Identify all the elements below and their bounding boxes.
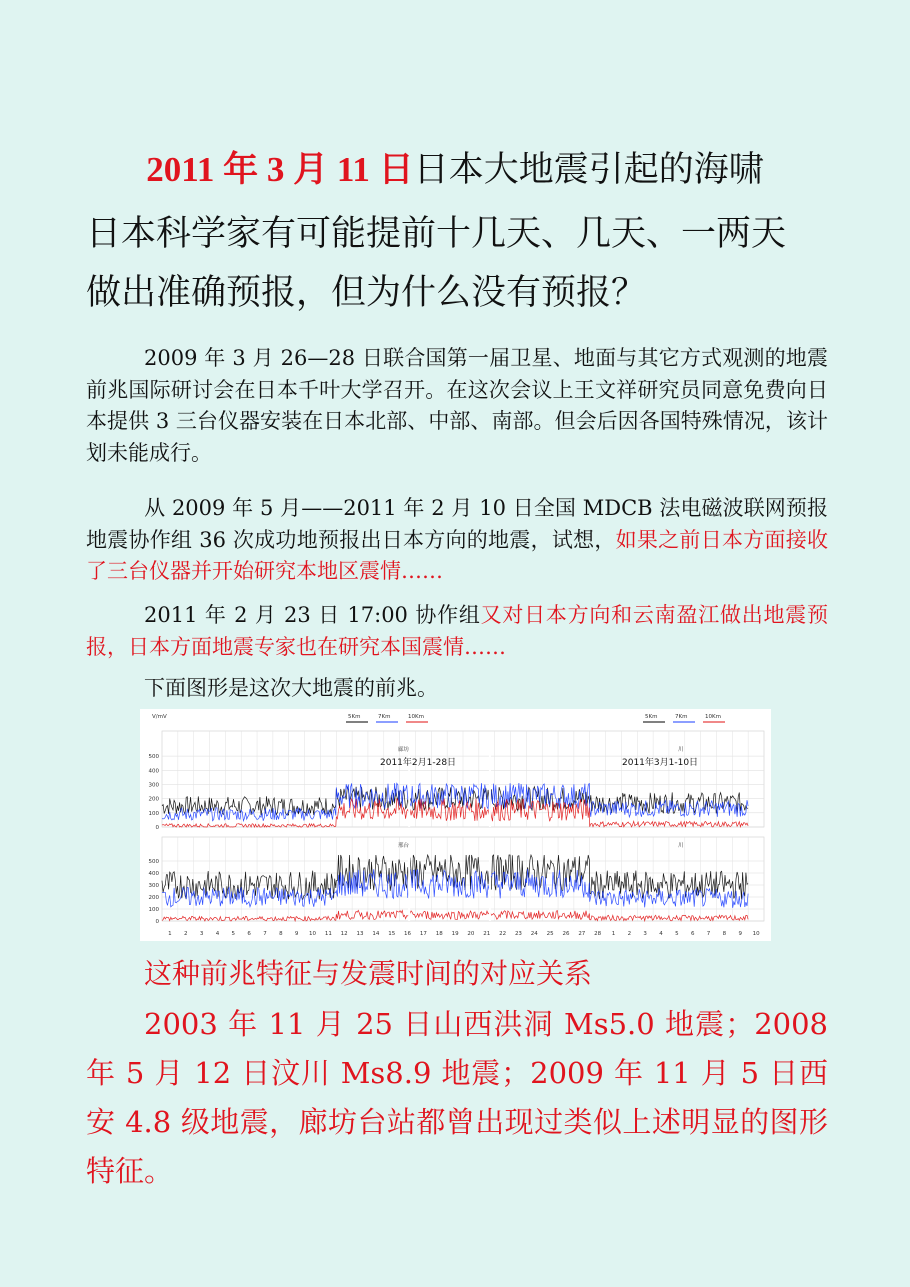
x-tick-label: 4 — [659, 931, 663, 937]
legend-label: 10Km — [705, 714, 721, 720]
x-tick-label: 5 — [231, 931, 236, 937]
legend-label: 5Km — [645, 714, 658, 720]
chart-labels — [149, 714, 761, 937]
legend-label: 7Km — [378, 714, 391, 720]
x-tick-label: 3 — [199, 931, 204, 937]
x-tick-label: 4 — [215, 931, 220, 937]
legend-label: 5Km — [348, 714, 361, 720]
x-tick-label: 8 — [279, 931, 283, 937]
x-tick-label: 28 — [594, 931, 602, 937]
x-tick-label: 27 — [578, 931, 586, 937]
x-tick-label: 7 — [706, 931, 711, 937]
x-tick-label: 5 — [675, 931, 679, 937]
y-tick-label: 200 — [148, 796, 159, 803]
x-tick-label: 15 — [388, 931, 396, 937]
title-line-1 — [0, 150, 910, 190]
x-tick-label: 14 — [372, 931, 380, 937]
y-tick-label: 0 — [155, 825, 159, 831]
y-tick-label: 400 — [148, 871, 159, 877]
x-tick-label: 2 — [184, 931, 188, 937]
correspondence-body — [86, 1000, 828, 1196]
paragraph-3 — [86, 600, 828, 663]
precursor-chart-svg — [140, 709, 771, 941]
y-tick-label: 100 — [148, 907, 159, 913]
x-tick-label: 9 — [294, 931, 299, 937]
title-date: 2011 年 3 月 11 日 — [146, 150, 414, 189]
legend-label: 7Km — [675, 714, 688, 720]
paragraph-3-text: 2011 年 2 月 23 日 17:00 协作组 — [144, 603, 481, 627]
x-tick-label: 9 — [738, 931, 742, 937]
paragraph-3-highlight: 又对日本方向和云南盈江做出地震预报，日本方面地震专家也在研究本国震情…… — [86, 603, 828, 659]
panel-station-label: 廊坊 — [398, 747, 410, 753]
panel-station-label: 川 — [678, 747, 684, 753]
series-line-10Km — [162, 910, 748, 921]
y-tick-label: 400 — [148, 768, 159, 775]
paragraph-2-highlight: 如果之前日本方面接收了三台仪器并开始研究本地区震情…… — [86, 527, 829, 583]
paragraph-2 — [86, 493, 828, 588]
x-tick-label: 8 — [722, 931, 727, 937]
x-tick-label: 21 — [483, 931, 491, 937]
x-tick-label: 26 — [562, 931, 570, 937]
x-tick-label: 23 — [514, 931, 522, 937]
paragraph-4 — [86, 673, 828, 705]
chart-series — [162, 744, 748, 921]
x-tick-label: 16 — [404, 931, 412, 937]
x-tick-label: 19 — [451, 931, 459, 937]
x-tick-label: 17 — [419, 931, 427, 937]
x-tick-label: 11 — [324, 931, 332, 937]
x-tick-label: 1 — [168, 931, 172, 937]
x-tick-label: 3 — [643, 931, 647, 937]
panel-station-label: 邢台 — [398, 843, 410, 849]
y-tick-label: 0 — [155, 919, 159, 925]
y-tick-label: 300 — [148, 883, 159, 889]
x-tick-label: 22 — [499, 931, 507, 937]
x-tick-label: 6 — [247, 931, 251, 937]
x-tick-label: 13 — [356, 931, 364, 937]
panel-station-label: 川 — [678, 843, 684, 849]
period-label-mar: 2011年3月1-10日 — [622, 758, 699, 768]
paragraph-4-text: 下面图形是这次大地震的前兆。 — [144, 676, 438, 700]
x-tick-label: 7 — [263, 931, 267, 937]
y-tick-label: 100 — [148, 810, 159, 817]
x-tick-label: 12 — [340, 931, 348, 937]
paragraph-1 — [86, 343, 828, 469]
precursor-chart — [140, 709, 771, 941]
x-tick-label: 25 — [546, 931, 554, 937]
y-tick-label: 300 — [148, 782, 159, 789]
legend-label: 10Km — [408, 714, 424, 720]
x-tick-label: 10 — [309, 931, 316, 937]
paragraph-1-text: 2009 年 3 月 26—28 日联合国第一届卫星、地面与其它方式观测的地震前兆国际研讨会在日本千叶大学召开。在这次会议上王文祥研究员同意免费向日本提供 3 三台仪器安装在日本北部、中部、南部。但会后因各国特殊情况，该计划未能成行。 — [86, 346, 828, 465]
x-tick-label: 18 — [435, 931, 443, 937]
x-tick-label: 1 — [611, 931, 616, 937]
x-tick-label: 2 — [627, 931, 632, 937]
y-tick-label: 200 — [148, 895, 159, 901]
title-line-3: 做出准确预报，但为什么没有预报？ — [86, 273, 647, 313]
x-tick-label: 20 — [467, 931, 475, 937]
y-axis-label: V/mV — [152, 714, 167, 720]
title-line-2: 日本科学家有可能提前十几天、几天、一两天 — [86, 214, 787, 254]
correspondence-heading: 这种前兆特征与发震时间的对应关系 — [144, 957, 593, 990]
y-tick-label: 500 — [148, 754, 159, 761]
paragraph-2-text: 从 2009 年 5 月——2011 年 2 月 10 日全国 MDCB 法电磁波联网预报地震协作组 36 次成功地预报出日本方向的地震，试想， — [86, 496, 828, 552]
x-tick-label: 6 — [690, 931, 695, 937]
correspondence-body-text: 2003 年 11 月 25 日山西洪洞 Ms5.0 地震；2008 年 5 月 12 日汶川 Ms8.9 地震；2009 年 11 月 5 日西安 4.8 级地震，廊坊台站都曾出现过类似上述明显的图形特征。 — [86, 1007, 828, 1188]
x-tick-label: 10 — [752, 931, 760, 937]
x-tick-label: 24 — [530, 931, 538, 937]
period-label-feb: 2011年2月1-28日 — [380, 758, 457, 768]
y-tick-label: 500 — [148, 859, 159, 865]
title-line-1-rest: 日本大地震引起的海啸 — [413, 150, 764, 190]
